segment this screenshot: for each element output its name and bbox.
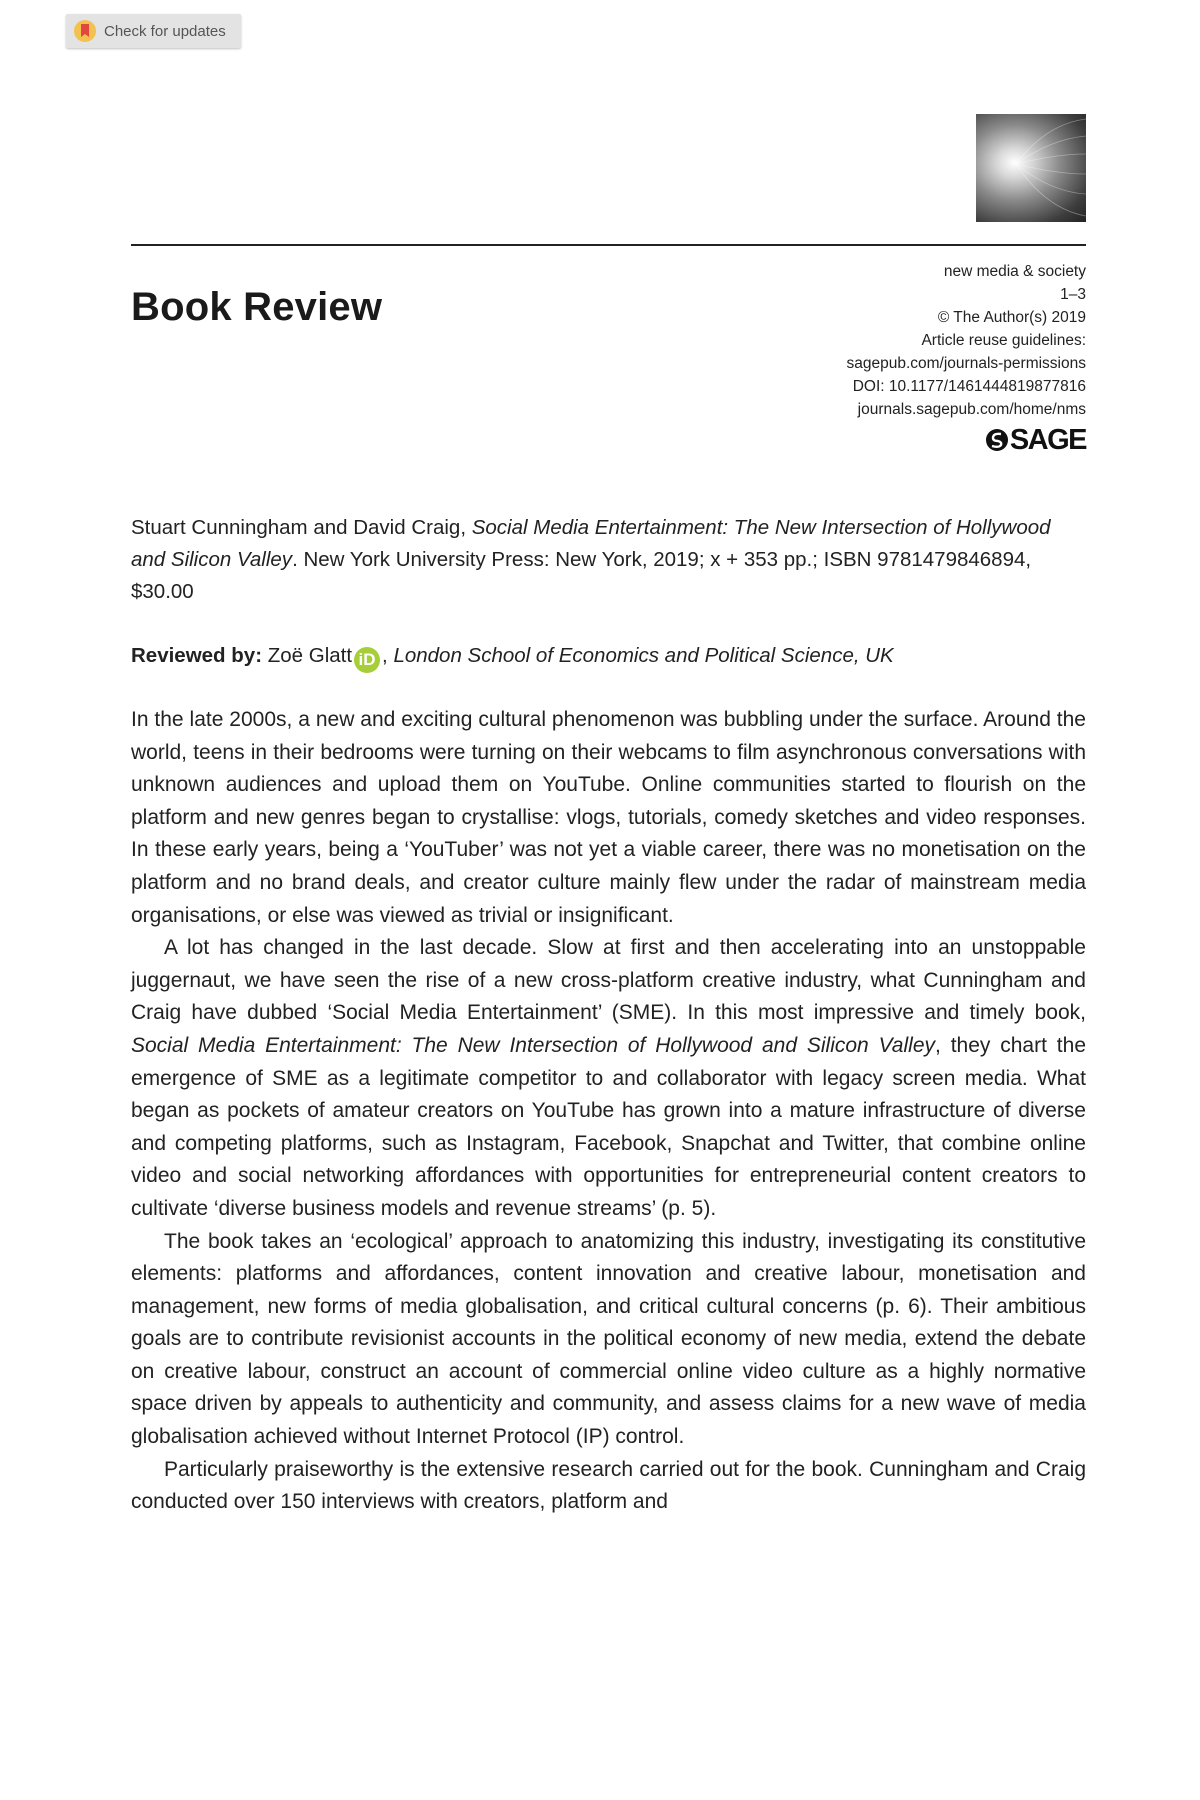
reuse-link[interactable]: sagepub.com/journals-permissions	[846, 355, 1086, 372]
header-rule	[131, 244, 1086, 246]
paragraph-2	[131, 932, 1086, 1225]
orcid-icon[interactable]: iD	[354, 647, 380, 673]
paragraph-4: Particularly praiseworthy is the extensive research carried out for the book. Cunningham and Craig conducted over 150 interviews with creators, platform and	[131, 1457, 1086, 1514]
book-title: Social Media Entertainment: The New Intersection of Hollywood and Silicon Valley	[131, 516, 1051, 571]
reuse-label: Article reuse guidelines:	[921, 332, 1086, 349]
copyright: © The Author(s) 2019	[937, 309, 1086, 326]
journal-cover-image	[976, 114, 1086, 222]
sage-mark-icon	[985, 427, 1009, 453]
book-details: . New York University Press: New York, 2019; x + 353 pp.; ISBN 9781479846894, $30.00	[131, 548, 1032, 603]
page-range: 1–3	[1060, 286, 1086, 303]
doi[interactable]: DOI: 10.1177/1461444819877816	[852, 378, 1086, 395]
book-citation	[131, 512, 1086, 608]
paragraph-3: The book takes an ‘ecological’ approach to anatomizing this industry, investigating its constitutive elements: platforms and affordances, content innovation and creative labour, monetisation and management, new forms of media globalisation, and critical cultural concerns (p. 6). Their ambitious goals are to contribute revisionist accounts in the political economy of new media, extend the debate on creative labour, construct an account of commercial online video culture as a highly normative space driven by appeals to authenticity and community, and assess claims for a new wave of media globalisation achieved without Internet Protocol (IP) control.	[131, 1229, 1086, 1449]
check-for-updates-button[interactable]	[66, 14, 241, 48]
check-for-updates-label: Check for updates	[104, 22, 226, 40]
page-title: Book Review	[131, 285, 383, 329]
reviewer-name: Zoë Glatt	[262, 644, 353, 667]
article-metadata	[846, 260, 1086, 460]
journal-url[interactable]: journals.sagepub.com/home/nms	[857, 401, 1086, 418]
update-bookmark-icon	[73, 19, 97, 43]
paragraph-2-part-1: A lot has changed in the last decade. Slow at first and then accelerating into an unstoppable juggernaut, we have seen the rise of a new cross-platform creative industry, what Cunningham and Craig have dubbed ‘Social Media Entertainment’ (SME). In this most impressive and timely book,	[131, 936, 1086, 1025]
paragraph-2-book-title: Social Media Entertainment: The New Intersection of Hollywood and Silicon Valley	[131, 1033, 936, 1057]
reviewer-line: Reviewed by: Zoë Glatt iD , London School of Economics and Political Science, UK	[131, 640, 1086, 673]
journal-name: new media & society	[943, 263, 1086, 280]
paragraph-1: In the late 2000s, a new and exciting cultural phenomenon was bubbling under the surface. Around the world, teens in their bedrooms were turning on their webcams to film asynchronous conversations with unknown audiences and upload them on YouTube. Online communities started to flourish on the platform and new genres began to crystallise: vlogs, tutorials, comedy sketches and video responses. In these early years, being a ‘YouTuber’ was not yet a viable career, there was no monetisation on the platform and no brand deals, and creator culture mainly flew under the radar of mainstream media organisations, or else was viewed as trivial or insignificant.	[131, 708, 1086, 927]
review-body	[131, 704, 1086, 1519]
sage-logo	[985, 425, 1086, 455]
book-authors: Stuart Cunningham and David Craig,	[131, 516, 472, 539]
reviewer-affiliation: London School of Economics and Political Science, UK	[393, 644, 894, 667]
paragraph-2-part-2: , they chart the emergence of SME as a legitimate competitor to and collaborator with legacy screen media. What began as pockets of amateur creators on YouTube has grown into a mature infrastructure of diverse and competing platforms, such as Instagram, Facebook, Snapchat and Twitter, that combine online video and social networking affordances with opportunities for entrepreneurial content creators to cultivate ‘diverse business models and revenue streams’ (p. 5).	[131, 1033, 1086, 1220]
reviewed-by-label: Reviewed by:	[131, 644, 263, 667]
sage-logo-text: SAGE	[1009, 424, 1086, 456]
